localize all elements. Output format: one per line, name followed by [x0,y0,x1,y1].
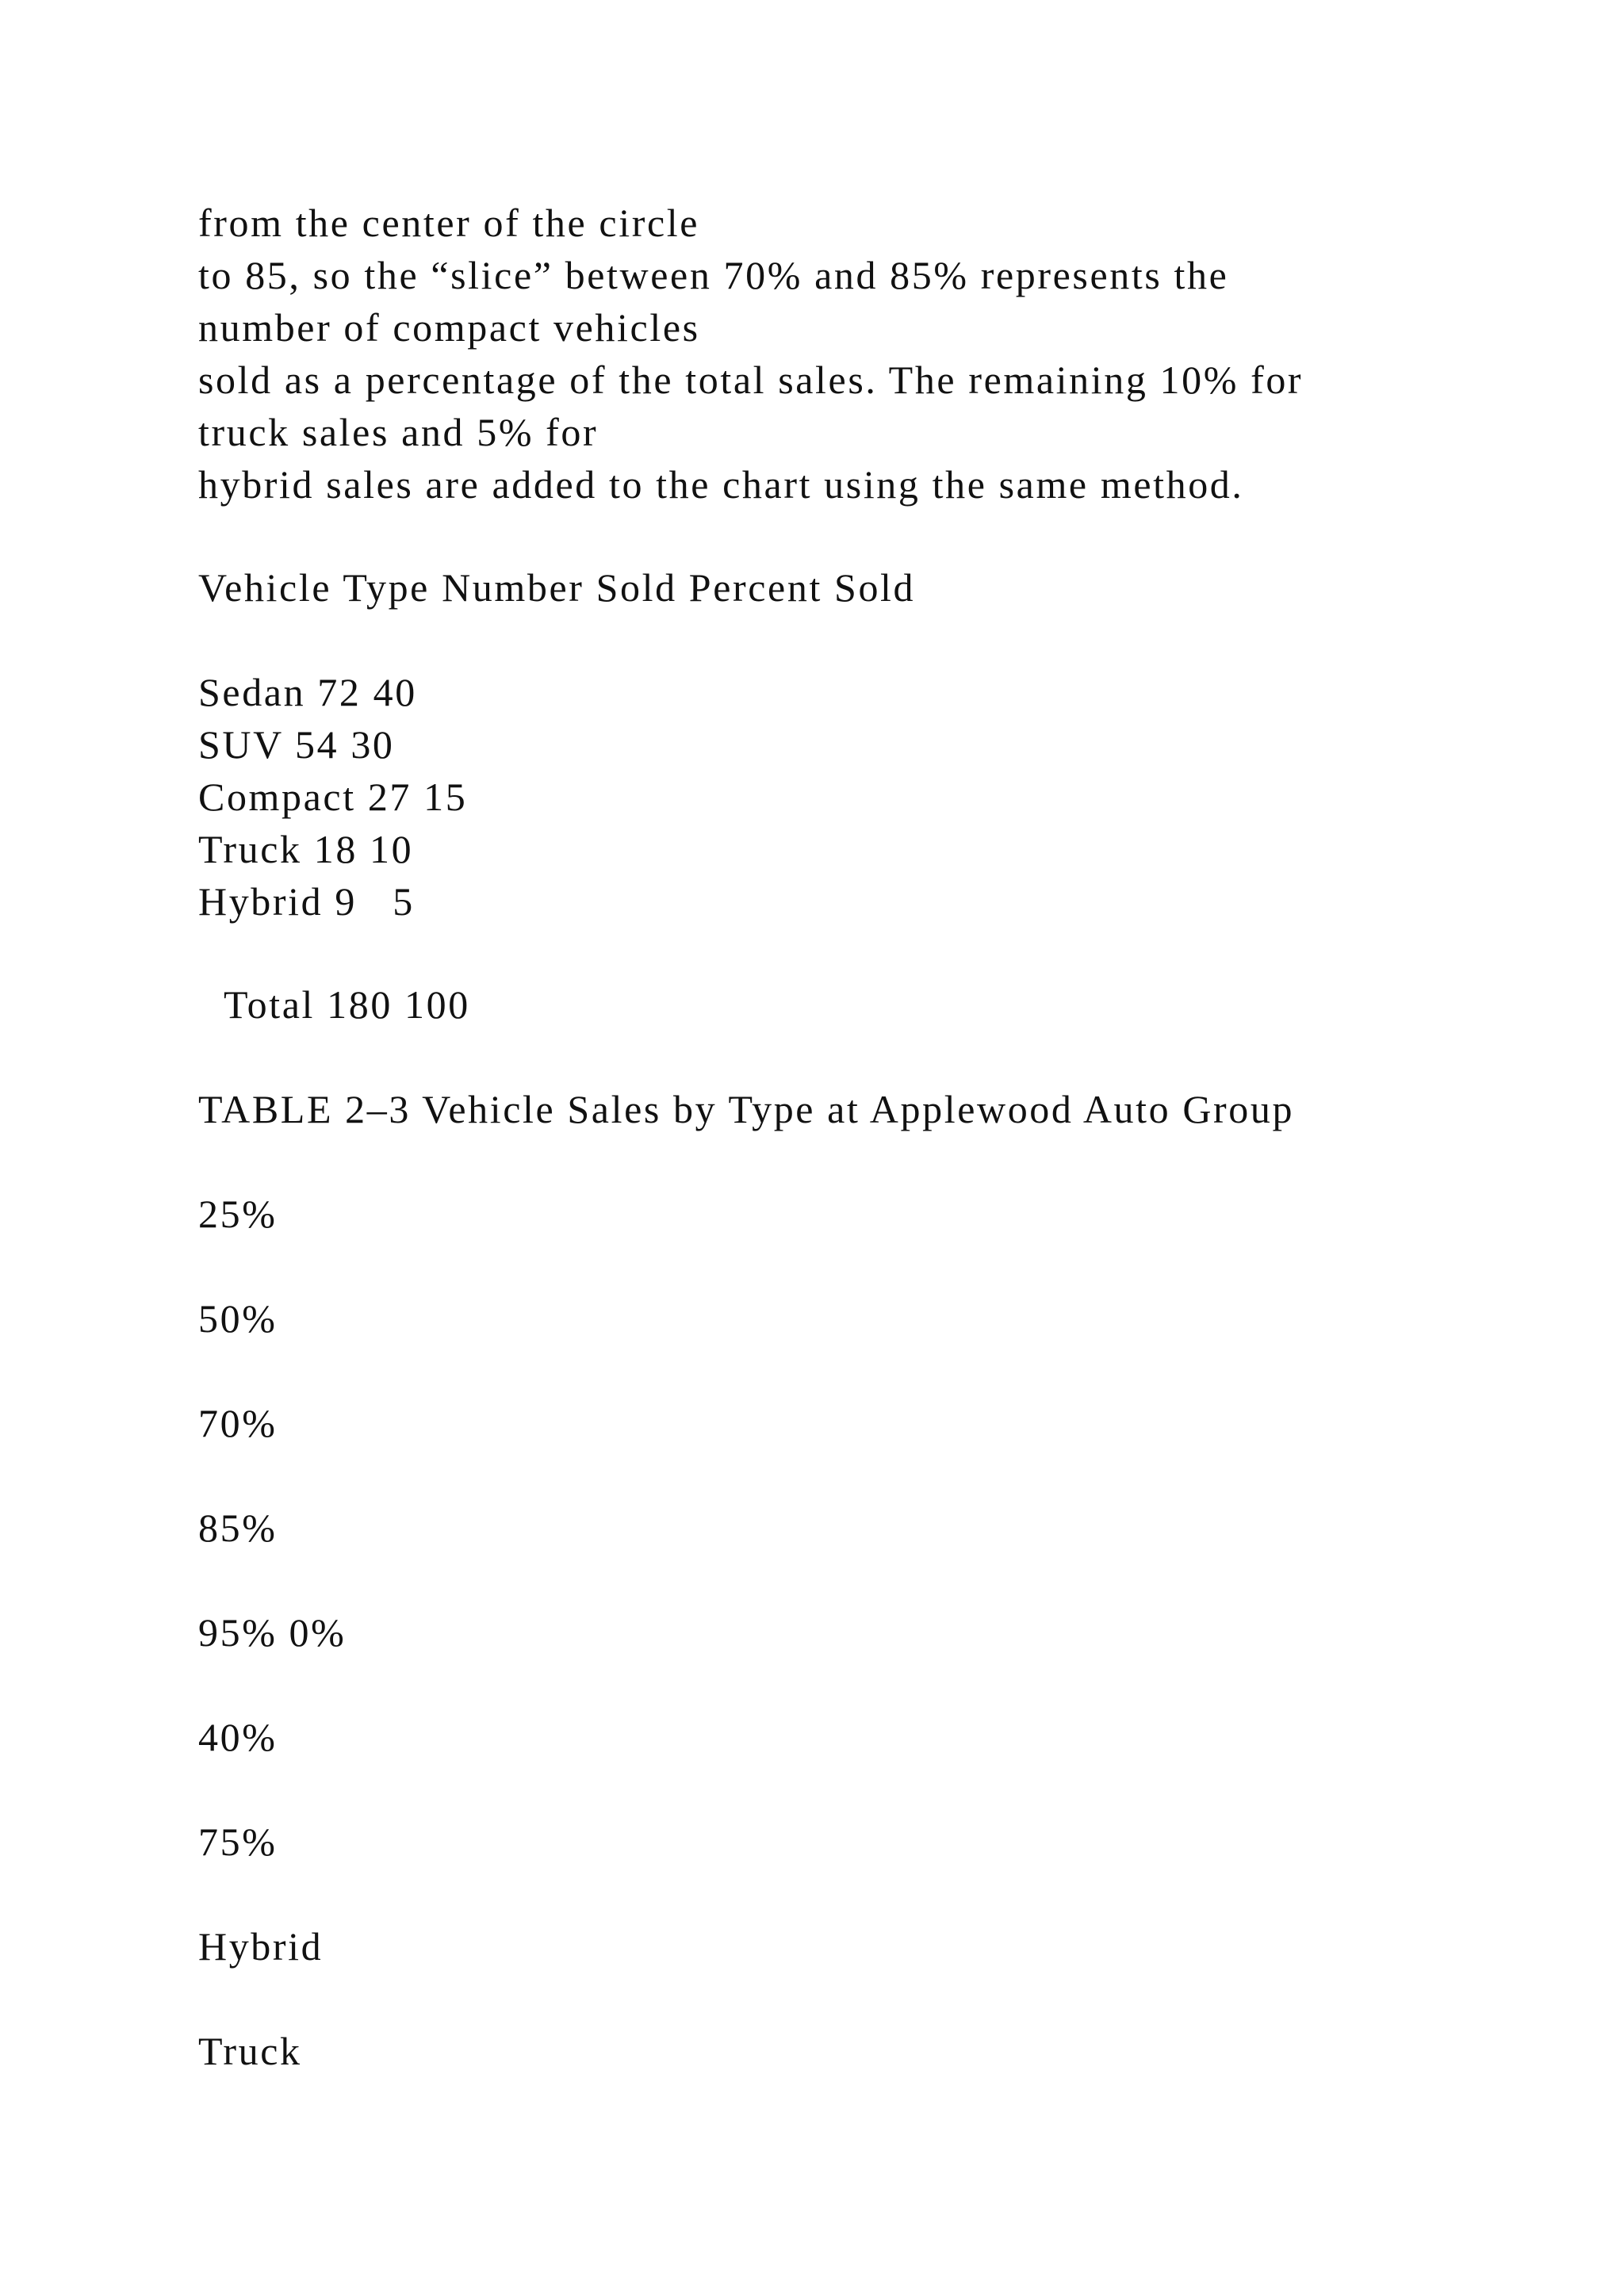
chart-percent-label: 70% [198,1401,278,1445]
table-row: Truck 18 10 [198,827,414,871]
paragraph-line: hybrid sales are added to the chart using the same method. [198,462,1244,507]
table-row: Hybrid 9 5 [198,879,415,924]
table-caption: TABLE 2–3 Vehicle Sales by Type at Applewood Auto Group [198,1087,1295,1131]
chart-category-label: Hybrid [198,1924,324,1969]
paragraph-line: from the center of the circle [198,201,700,245]
table-total: Total 180 100 [224,982,470,1027]
chart-category-label: Truck [198,2029,302,2073]
table-header: Vehicle Type Number Sold Percent Sold [198,565,916,610]
table-row: SUV 54 30 [198,722,395,767]
chart-percent-label: 85% [198,1506,278,1550]
paragraph-line: to 85, so the “slice” between 70% and 85% represents the [198,253,1229,297]
table-row: Sedan 72 40 [198,670,417,714]
chart-percent-label: 40% [198,1715,278,1759]
chart-percent-label: 25% [198,1192,278,1236]
paragraph-line: truck sales and 5% for [198,410,599,454]
paragraph-line: sold as a percentage of the total sales. The remaining 10% for [198,358,1304,402]
table-row: Compact 27 15 [198,775,468,819]
chart-percent-label: 75% [198,1820,278,1864]
paragraph-line: number of compact vehicles [198,305,700,350]
chart-percent-label: 95% 0% [198,1610,347,1655]
chart-percent-label: 50% [198,1296,278,1341]
